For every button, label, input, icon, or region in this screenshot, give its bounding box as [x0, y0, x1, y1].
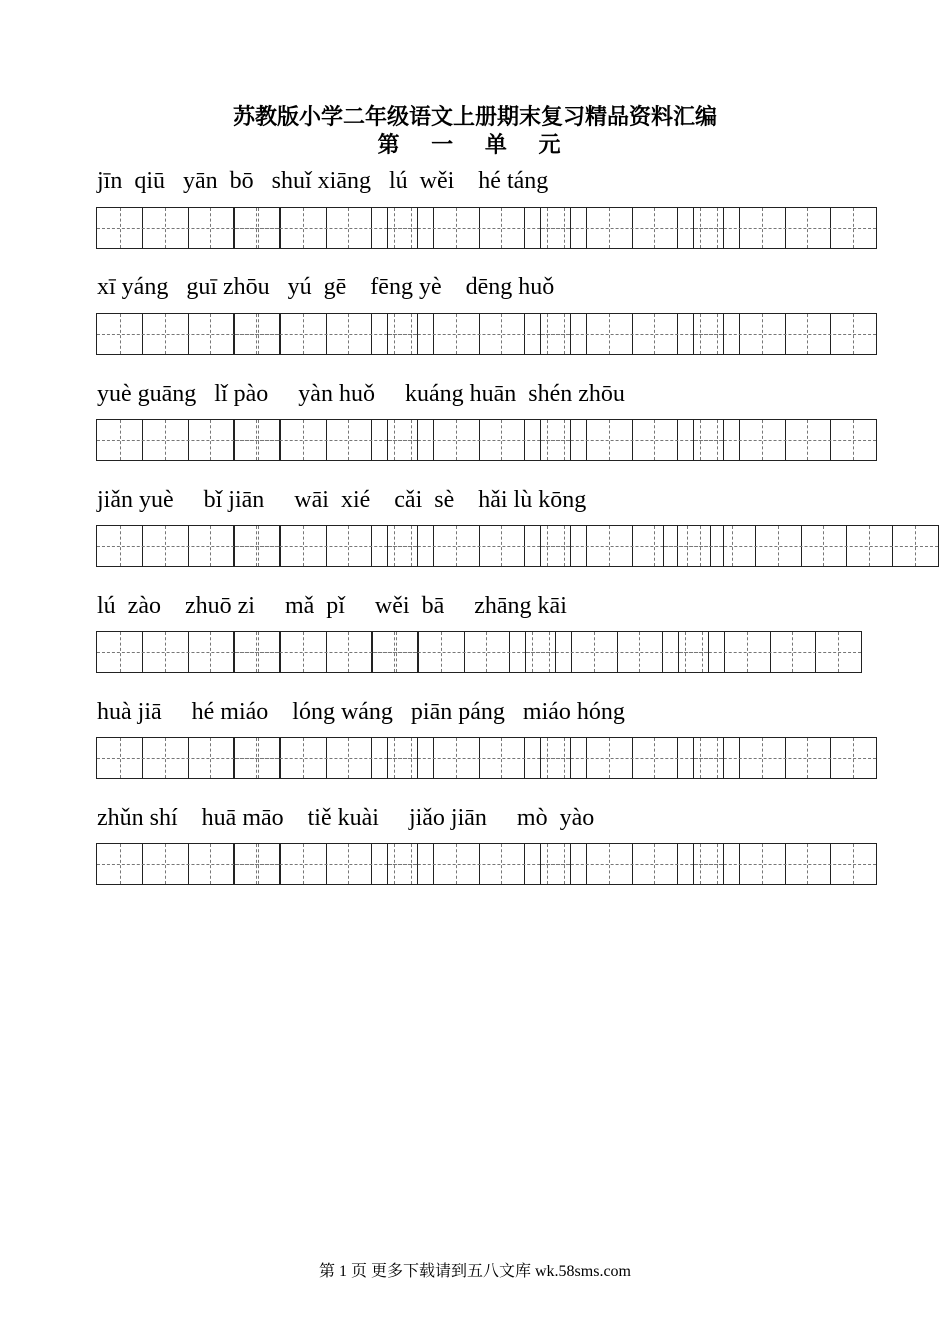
pinyin-row: jīn qiū yān bō shuǐ xiāng lú wěi hé táng: [97, 168, 549, 194]
writing-grid: [693, 419, 877, 461]
unit-title: 第 一 单 元: [377, 133, 573, 158]
writing-grid: [693, 207, 877, 249]
writing-grid: [693, 313, 877, 355]
writing-grid: [678, 631, 862, 673]
pinyin-row: zhǔn shí huā māo tiě kuài jiǎo jiān mò yào: [97, 805, 595, 831]
pinyin-row: xī yáng guī zhōu yú gē fēng yè dēng huǒ: [97, 274, 555, 300]
pinyin-row: lú zào zhuō zi mǎ pǐ wěi bā zhāng kāi: [97, 593, 567, 619]
pinyin-row: huà jiā hé miáo lóng wáng piān páng miáo hóng: [97, 699, 625, 725]
page-footer: 第 1 页 更多下载请到五八文库 wk.58sms.com: [318, 1263, 631, 1280]
pinyin-row: jiǎn yuè bǐ jiān wāi xié cǎi sè hǎi lù kōng: [97, 487, 587, 513]
page-title: 苏教版小学二年级语文上册期末复习精品资料汇编: [232, 105, 717, 130]
writing-grid: [693, 843, 877, 885]
writing-grid: [663, 525, 939, 567]
pinyin-row: yuè guāng lǐ pào yàn huǒ kuáng huān shén zhōu: [97, 381, 625, 407]
writing-grid: [693, 737, 877, 779]
